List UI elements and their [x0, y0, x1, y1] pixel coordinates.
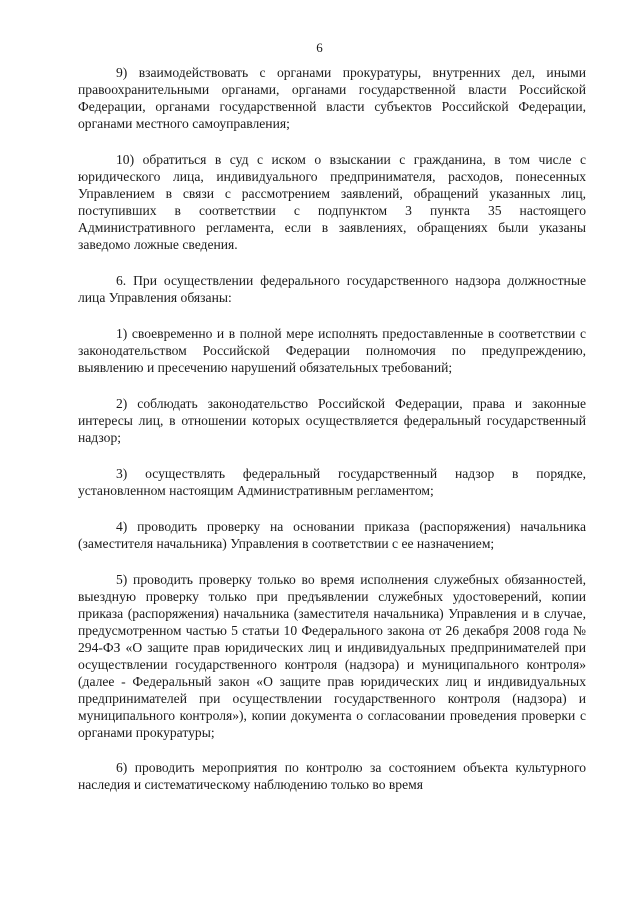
- paragraph-9-interact-with-authorities: 9) взаимодействовать с органами прокуратуры, внутренних дел, иными правоохранительными органами, органами государственной власти Российской Федерации, органами государственной власти субъектов Российской Федерации, органами местного самоуправления;: [78, 65, 586, 131]
- duty-6-monitoring-measures: 6) проводить мероприятия по контролю за состоянием объекта культурного наследия и систематическому наблюдению только во время: [78, 760, 586, 792]
- duty-3-carry-out-supervision: 3) осуществлять федеральный государственный надзор в порядке, установленном настоящим Административным регламентом;: [78, 466, 586, 498]
- document-body: [78, 64, 586, 812]
- duty-4-conduct-inspection-by-order: 4) проводить проверку на основании приказа (распоряжения) начальника (заместителя начальника) Управления в соответствии с ее назначением;: [78, 519, 586, 551]
- duty-2-observe-legislation: 2) соблюдать законодательство Российской Федерации, права и законные интересы лиц, в отношении которых осуществляется федеральный государственный надзор;: [78, 396, 586, 445]
- duty-1-exercise-powers: 1) своевременно и в полной мере исполнять предоставленные в соответствии с законодательством Российской Федерации полномочия по предупреждению, выявлению и пресечению нарушений обязательных требований;: [78, 326, 586, 375]
- page-number: 6: [316, 40, 323, 55]
- section-6-duties-heading: 6. При осуществлении федерального государственного надзора должностные лица Управления обязаны:: [78, 273, 586, 305]
- duty-5-inspection-during-duties: 5) проводить проверку только во время исполнения служебных обязанностей, выездную проверку только при предъявлении служебных удостоверений, копии приказа (распоряжения) начальника (заместителя начальника) Управления и в случае, предусмотренном частью 5 статьи 10 Федерального закона от 26 декабря 2008 года № 294-ФЗ «О защите прав юридических лиц и индивидуальных предпринимателей при осуществлении государственного контроля (надзора) и муниципального контроля» (далее - Федеральный закон «О защите прав юридических лиц и индивидуальных предпринимателей при осуществлении государственного контроля (надзора) и муниципального контроля»), копии документа о согласовании проведения проверки с органами прокуратуры;: [78, 572, 586, 740]
- paragraph-10-court-claim: 10) обратиться в суд с иском о взыскании с гражданина, в том числе с юридического лица, индивидуального предпринимателя, расходов, понесенных Управлением в связи с рассмотрением заявлений, обращений указанных лиц, поступивших в соответствии с подпунктом 3 пункта 35 настоящего Административного регламента, если в заявлениях, обращениях были указаны заведомо ложные сведения.: [78, 152, 586, 252]
